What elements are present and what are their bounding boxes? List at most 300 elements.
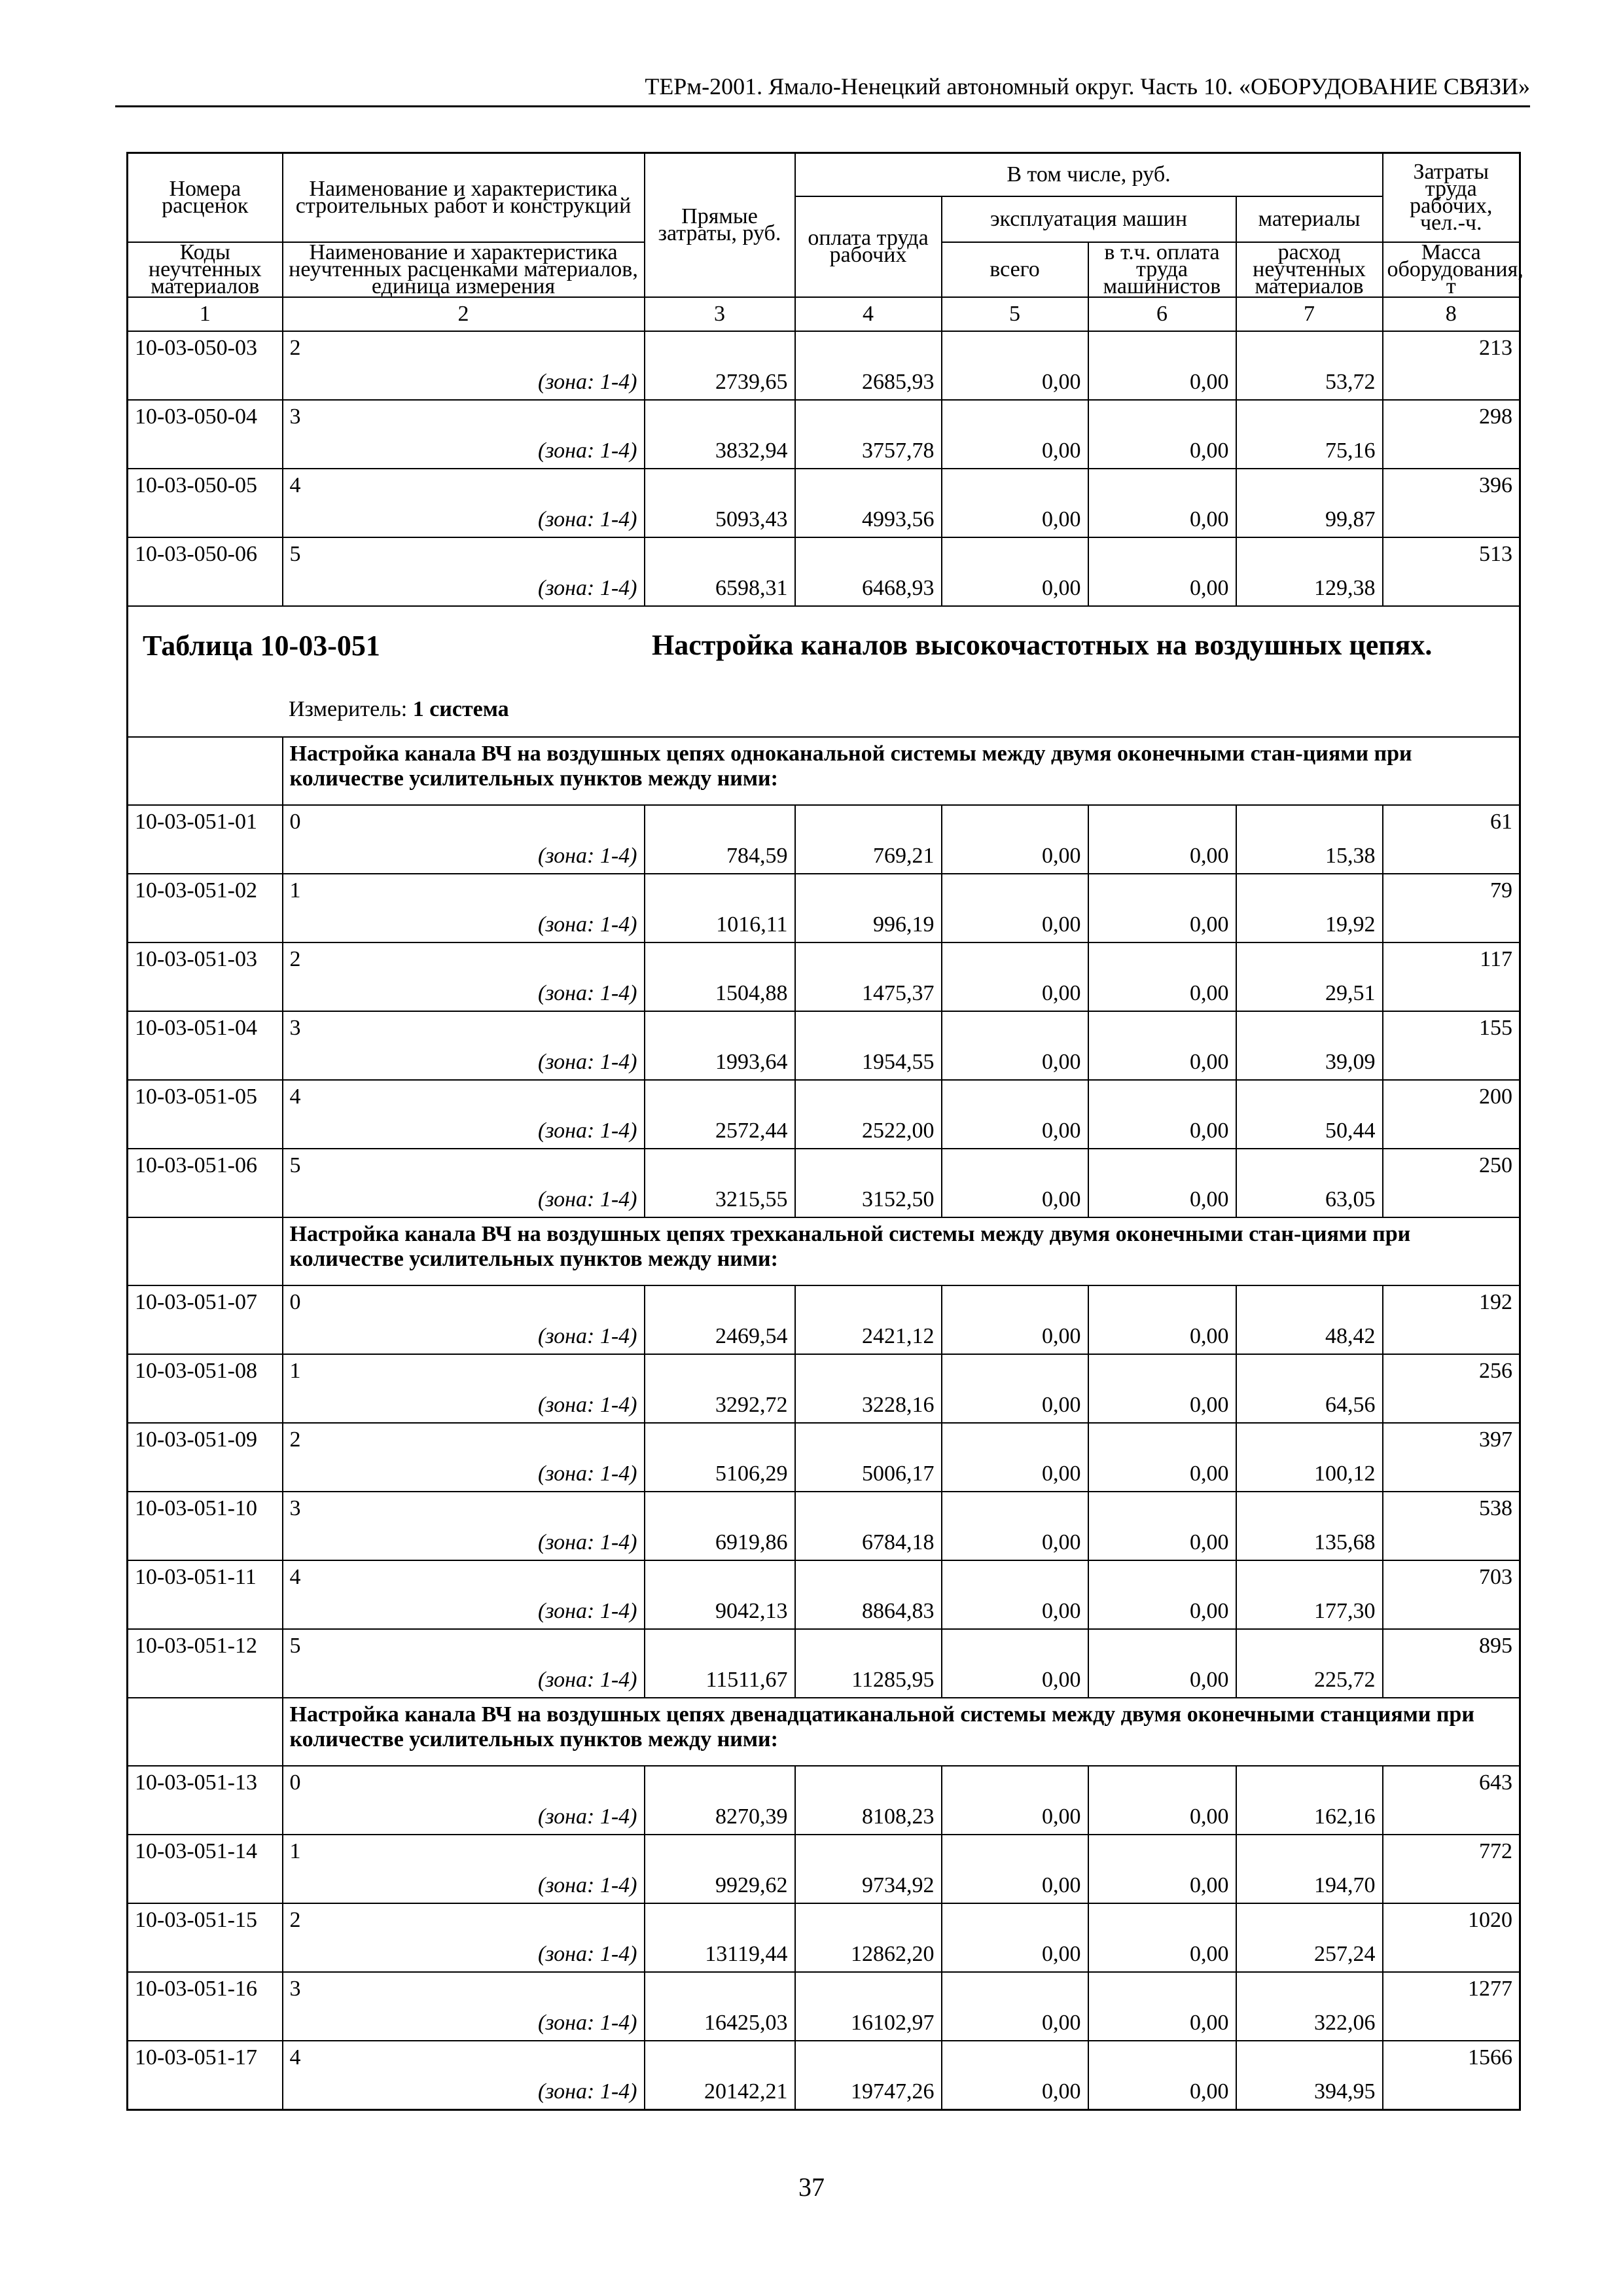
empty-cell [1383, 366, 1520, 400]
zone-label: (зона: 1-4) [283, 977, 645, 1011]
empty-cell [1383, 572, 1520, 606]
empty-cell [1088, 1560, 1236, 1595]
empty-cell [942, 1285, 1088, 1320]
table-row [128, 1629, 1520, 1664]
empty-cell [645, 537, 795, 572]
table-row-values [128, 2075, 1520, 2110]
empty-cell [1383, 1595, 1520, 1629]
materials-cost: 100,12 [1236, 1458, 1383, 1492]
empty-cell [1088, 805, 1236, 840]
direct-cost: 9929,62 [645, 1869, 795, 1903]
zone-label: (зона: 1-4) [283, 503, 645, 537]
empty-cell [645, 1423, 795, 1458]
rate-name: 3 [283, 1972, 645, 2007]
column-numbers-row [128, 297, 1520, 331]
direct-cost: 2739,65 [645, 366, 795, 400]
empty-cell [1236, 1354, 1383, 1389]
empty-cell [1236, 1972, 1383, 2007]
section-title: Настройка канала ВЧ на воздушных цепях одноканальной системы между двумя оконечными стан-циями при количестве усилительных пунктов между ними: [283, 737, 1520, 805]
machines-cost: 0,00 [942, 2007, 1088, 2041]
table-row-values [128, 1869, 1520, 1903]
rate-code: 10-03-050-04 [128, 400, 283, 435]
empty-cell [1236, 1629, 1383, 1664]
rate-name: 0 [283, 1766, 645, 1801]
empty-cell [645, 942, 795, 977]
zone-label: (зона: 1-4) [283, 1938, 645, 1972]
empty-cell [1236, 331, 1383, 366]
materials-cost: 63,05 [1236, 1183, 1383, 1217]
col-machines-total: всего [942, 242, 1088, 297]
zone-label: (зона: 1-4) [283, 1389, 645, 1423]
empty-cell [645, 1080, 795, 1115]
empty-cell [1236, 400, 1383, 435]
empty-cell [795, 1423, 942, 1458]
empty-cell [645, 1149, 795, 1183]
table-row [128, 331, 1520, 366]
col-code-top: Номера расценок [128, 153, 283, 243]
empty-cell [1383, 2007, 1520, 2041]
machines-cost: 0,00 [942, 435, 1088, 469]
empty-cell [1088, 1354, 1236, 1389]
empty-cell [128, 1458, 283, 1492]
rate-name: 1 [283, 1835, 645, 1869]
table-row [128, 1354, 1520, 1389]
empty-cell [645, 1285, 795, 1320]
rate-name: 4 [283, 469, 645, 503]
col-num: 6 [1088, 297, 1236, 331]
rate-code: 10-03-051-07 [128, 1285, 283, 1320]
empty-cell [795, 1972, 942, 2007]
empty-cell [1088, 400, 1236, 435]
empty-cell [942, 331, 1088, 366]
empty-cell [795, 2041, 942, 2075]
empty-cell [942, 2041, 1088, 2075]
empty-cell [645, 1354, 795, 1389]
empty-cell [1236, 1560, 1383, 1595]
empty-cell [645, 1835, 795, 1869]
empty-cell [942, 805, 1088, 840]
zone-label: (зона: 1-4) [283, 1801, 645, 1835]
rate-code: 10-03-051-14 [128, 1835, 283, 1869]
empty-cell [1088, 1972, 1236, 2007]
empty-cell [795, 1285, 942, 1320]
machinists-cost: 0,00 [1088, 1046, 1236, 1080]
section-title: Настройка канала ВЧ на воздушных цепях двенадцатиканальной системы между двумя оконечными станциями при количестве усилительных пунктов между ними: [283, 1698, 1520, 1766]
labor-cost: 19747,26 [795, 2075, 942, 2110]
empty-cell [1383, 1458, 1520, 1492]
empty-cell [1236, 1766, 1383, 1801]
empty-cell [1383, 840, 1520, 874]
empty-cell [942, 1766, 1088, 1801]
table-row-values [128, 1115, 1520, 1149]
labor-cost: 5006,17 [795, 1458, 942, 1492]
table-row-values [128, 435, 1520, 469]
empty-cell [645, 1766, 795, 1801]
table-row-values [128, 1526, 1520, 1560]
empty-cell [645, 1560, 795, 1595]
machines-cost: 0,00 [942, 1183, 1088, 1217]
rate-code: 10-03-051-04 [128, 1011, 283, 1046]
zone-label: (зона: 1-4) [283, 435, 645, 469]
section-title: Настройка канала ВЧ на воздушных цепях трехканальной системы между двумя оконечными стан-циями при количестве усилительных пунктов между ними: [283, 1217, 1520, 1285]
table-row-values [128, 1458, 1520, 1492]
empty-cell [795, 874, 942, 908]
table-row-values [128, 1801, 1520, 1835]
empty-cell [128, 1217, 283, 1285]
empty-cell [128, 1698, 283, 1766]
machines-cost: 0,00 [942, 1869, 1088, 1903]
rate-name: 3 [283, 1011, 645, 1046]
empty-cell [1383, 977, 1520, 1011]
labor-cost: 2685,93 [795, 366, 942, 400]
labor-cost: 1954,55 [795, 1046, 942, 1080]
empty-cell [128, 503, 283, 537]
zone-label: (зона: 1-4) [283, 1115, 645, 1149]
col-labor: оплата труда рабочих [795, 196, 942, 297]
rate-code: 10-03-051-10 [128, 1492, 283, 1526]
labor-cost: 4993,56 [795, 503, 942, 537]
empty-cell [1383, 1183, 1520, 1217]
rate-code: 10-03-051-06 [128, 1149, 283, 1183]
rate-name: 1 [283, 874, 645, 908]
empty-cell [1088, 537, 1236, 572]
empty-cell [645, 400, 795, 435]
labor-hours: 1566 [1383, 2041, 1520, 2075]
empty-cell [128, 840, 283, 874]
empty-cell [795, 469, 942, 503]
rate-code: 10-03-051-13 [128, 1766, 283, 1801]
zone-label: (зона: 1-4) [283, 1526, 645, 1560]
empty-cell [128, 1938, 283, 1972]
machinists-cost: 0,00 [1088, 1801, 1236, 1835]
machines-cost: 0,00 [942, 1595, 1088, 1629]
empty-cell [1236, 469, 1383, 503]
empty-cell [795, 537, 942, 572]
empty-cell [645, 2041, 795, 2075]
empty-cell [645, 874, 795, 908]
empty-cell [1383, 1115, 1520, 1149]
labor-hours: 538 [1383, 1492, 1520, 1526]
machinists-cost: 0,00 [1088, 2075, 1236, 2110]
zone-label: (зона: 1-4) [283, 1664, 645, 1698]
empty-cell [645, 1011, 795, 1046]
rate-code: 10-03-051-09 [128, 1423, 283, 1458]
materials-cost: 129,38 [1236, 572, 1383, 606]
empty-cell [128, 1664, 283, 1698]
col-code-bottom: Коды неучтенных материалов [128, 242, 283, 297]
table-row-values [128, 977, 1520, 1011]
table-row [128, 469, 1520, 503]
table-row-values [128, 503, 1520, 537]
empty-cell [1236, 942, 1383, 977]
labor-hours: 79 [1383, 874, 1520, 908]
machinists-cost: 0,00 [1088, 977, 1236, 1011]
empty-cell [1236, 537, 1383, 572]
zone-label: (зона: 1-4) [283, 1458, 645, 1492]
empty-cell [1236, 1285, 1383, 1320]
table-row-values [128, 366, 1520, 400]
zone-label: (зона: 1-4) [283, 1320, 645, 1354]
col-materials-sub: расход неучтенных материалов [1236, 242, 1383, 297]
empty-cell [942, 1972, 1088, 2007]
empty-cell [1088, 1149, 1236, 1183]
materials-cost: 177,30 [1236, 1595, 1383, 1629]
empty-cell [795, 1011, 942, 1046]
empty-cell [942, 874, 1088, 908]
empty-cell [128, 1115, 283, 1149]
zone-label: (зона: 1-4) [283, 1595, 645, 1629]
machinists-cost: 0,00 [1088, 1183, 1236, 1217]
empty-cell [795, 1149, 942, 1183]
machinists-cost: 0,00 [1088, 1595, 1236, 1629]
rate-name: 2 [283, 942, 645, 977]
machinists-cost: 0,00 [1088, 1320, 1236, 1354]
empty-cell [795, 1766, 942, 1801]
empty-cell [942, 942, 1088, 977]
table-row [128, 1560, 1520, 1595]
empty-cell [942, 1629, 1088, 1664]
materials-cost: 64,56 [1236, 1389, 1383, 1423]
col-num: 1 [128, 297, 283, 331]
rates-table [126, 152, 1524, 2111]
machinists-cost: 0,00 [1088, 2007, 1236, 2041]
materials-cost: 257,24 [1236, 1938, 1383, 1972]
empty-cell [942, 537, 1088, 572]
rate-name: 5 [283, 537, 645, 572]
machinists-cost: 0,00 [1088, 1526, 1236, 1560]
empty-cell [795, 1560, 942, 1595]
table-row [128, 1080, 1520, 1115]
machines-cost: 0,00 [942, 2075, 1088, 2110]
empty-cell [1383, 503, 1520, 537]
empty-cell [1383, 1389, 1520, 1423]
empty-cell [1383, 2075, 1520, 2110]
measure-value: 1 система [412, 697, 509, 721]
zone-label: (зона: 1-4) [283, 572, 645, 606]
empty-cell [1236, 2041, 1383, 2075]
direct-cost: 13119,44 [645, 1938, 795, 1972]
empty-cell [1236, 805, 1383, 840]
direct-cost: 784,59 [645, 840, 795, 874]
labor-cost: 2522,00 [795, 1115, 942, 1149]
zone-label: (зона: 1-4) [283, 2075, 645, 2110]
table-row [128, 1423, 1520, 1458]
col-direct: Прямые затраты, руб. [645, 153, 795, 298]
section-header [128, 1698, 1520, 1766]
empty-cell [128, 1320, 283, 1354]
empty-cell [942, 1149, 1088, 1183]
empty-cell [128, 1526, 283, 1560]
col-machines: эксплуатация машин [942, 196, 1236, 242]
machines-cost: 0,00 [942, 977, 1088, 1011]
table-row-values [128, 1320, 1520, 1354]
labor-cost: 769,21 [795, 840, 942, 874]
table-row-values [128, 1595, 1520, 1629]
section-header [128, 1217, 1520, 1285]
empty-cell [1088, 2041, 1236, 2075]
table-row-values [128, 1938, 1520, 1972]
rate-code: 10-03-050-06 [128, 537, 283, 572]
labor-hours: 250 [1383, 1149, 1520, 1183]
empty-cell [795, 331, 942, 366]
empty-cell [1236, 874, 1383, 908]
empty-cell [795, 1492, 942, 1526]
labor-cost: 3228,16 [795, 1389, 942, 1423]
labor-hours: 155 [1383, 1011, 1520, 1046]
materials-cost: 19,92 [1236, 908, 1383, 942]
machines-cost: 0,00 [942, 366, 1088, 400]
empty-cell [1088, 1080, 1236, 1115]
empty-cell [1383, 1320, 1520, 1354]
zone-label: (зона: 1-4) [283, 1046, 645, 1080]
machinists-cost: 0,00 [1088, 908, 1236, 942]
rate-name: 4 [283, 1560, 645, 1595]
machines-cost: 0,00 [942, 1046, 1088, 1080]
empty-cell [645, 1972, 795, 2007]
empty-cell [645, 805, 795, 840]
materials-cost: 194,70 [1236, 1869, 1383, 1903]
rate-name: 0 [283, 1285, 645, 1320]
rate-code: 10-03-050-05 [128, 469, 283, 503]
empty-cell [1088, 1629, 1236, 1664]
zone-label: (зона: 1-4) [283, 1183, 645, 1217]
zone-label: (зона: 1-4) [283, 840, 645, 874]
table-row-values [128, 1046, 1520, 1080]
rate-code: 10-03-051-15 [128, 1903, 283, 1938]
rate-name: 2 [283, 1903, 645, 1938]
machinists-cost: 0,00 [1088, 1115, 1236, 1149]
labor-hours: 643 [1383, 1766, 1520, 1801]
labor-hours: 213 [1383, 331, 1520, 366]
materials-cost: 48,42 [1236, 1320, 1383, 1354]
labor-cost: 3757,78 [795, 435, 942, 469]
empty-cell [128, 2075, 283, 2110]
table-row-values [128, 1664, 1520, 1698]
empty-cell [1383, 908, 1520, 942]
rate-name: 0 [283, 805, 645, 840]
machines-cost: 0,00 [942, 1115, 1088, 1149]
col-materials: материалы [1236, 196, 1383, 242]
table-row [128, 400, 1520, 435]
col-machinists: в т.ч. оплата труда машинистов [1088, 242, 1236, 297]
empty-cell [1236, 1423, 1383, 1458]
machines-cost: 0,00 [942, 1458, 1088, 1492]
labor-cost: 8864,83 [795, 1595, 942, 1629]
section-header [128, 737, 1520, 805]
table-row [128, 537, 1520, 572]
empty-cell [128, 572, 283, 606]
empty-cell [128, 908, 283, 942]
rate-code: 10-03-051-08 [128, 1354, 283, 1389]
labor-cost: 2421,12 [795, 1320, 942, 1354]
table-row [128, 942, 1520, 977]
machinists-cost: 0,00 [1088, 503, 1236, 537]
labor-hours: 256 [1383, 1354, 1520, 1389]
rate-code: 10-03-051-12 [128, 1629, 283, 1664]
empty-cell [128, 1389, 283, 1423]
direct-cost: 6598,31 [645, 572, 795, 606]
empty-cell [1088, 942, 1236, 977]
labor-cost: 9734,92 [795, 1869, 942, 1903]
col-num: 8 [1383, 297, 1520, 331]
direct-cost: 2572,44 [645, 1115, 795, 1149]
empty-cell [795, 805, 942, 840]
empty-cell [1383, 435, 1520, 469]
empty-cell [942, 1011, 1088, 1046]
empty-cell [1088, 1423, 1236, 1458]
rate-code: 10-03-050-03 [128, 331, 283, 366]
col-name-top: Наименование и характеристика строительных работ и конструкций [283, 153, 645, 243]
empty-cell [1236, 1149, 1383, 1183]
materials-cost: 53,72 [1236, 366, 1383, 400]
table-row [128, 1972, 1520, 2007]
machines-cost: 0,00 [942, 1801, 1088, 1835]
rate-name: 5 [283, 1629, 645, 1664]
empty-cell [1236, 1011, 1383, 1046]
direct-cost: 3832,94 [645, 435, 795, 469]
empty-cell [645, 1492, 795, 1526]
empty-cell [1088, 1903, 1236, 1938]
machinists-cost: 0,00 [1088, 435, 1236, 469]
direct-cost: 16425,03 [645, 2007, 795, 2041]
table-row [128, 805, 1520, 840]
empty-cell [1088, 874, 1236, 908]
direct-cost: 3292,72 [645, 1389, 795, 1423]
machines-cost: 0,00 [942, 503, 1088, 537]
materials-cost: 50,44 [1236, 1115, 1383, 1149]
empty-cell [128, 1183, 283, 1217]
empty-cell [1088, 1011, 1236, 1046]
header-title: ТЕРм-2001. Ямало-Ненецкий автономный округ. Часть 10. «ОБОРУДОВАНИЕ СВЯЗИ» [645, 73, 1530, 99]
machines-cost: 0,00 [942, 1526, 1088, 1560]
rate-code: 10-03-051-17 [128, 2041, 283, 2075]
empty-cell [795, 400, 942, 435]
empty-cell [1383, 1938, 1520, 1972]
table-name: Настройка каналов высокочастотных на воздушных цепях. [652, 629, 1433, 661]
empty-cell [645, 1903, 795, 1938]
empty-cell [795, 1354, 942, 1389]
labor-cost: 1475,37 [795, 977, 942, 1011]
empty-cell [128, 1046, 283, 1080]
machinists-cost: 0,00 [1088, 1869, 1236, 1903]
empty-cell [1236, 1080, 1383, 1115]
labor-hours: 1020 [1383, 1903, 1520, 1938]
labor-hours: 895 [1383, 1629, 1520, 1664]
materials-cost: 75,16 [1236, 435, 1383, 469]
machinists-cost: 0,00 [1088, 840, 1236, 874]
col-in-total: В том числе, руб. [795, 153, 1383, 197]
direct-cost: 9042,13 [645, 1595, 795, 1629]
labor-cost: 3152,50 [795, 1183, 942, 1217]
labor-cost: 12862,20 [795, 1938, 942, 1972]
rate-code: 10-03-051-01 [128, 805, 283, 840]
table-row [128, 1492, 1520, 1526]
labor-hours: 1277 [1383, 1972, 1520, 2007]
labor-hours: 396 [1383, 469, 1520, 503]
empty-cell [1088, 1766, 1236, 1801]
zone-label: (зона: 1-4) [283, 366, 645, 400]
labor-cost: 11285,95 [795, 1664, 942, 1698]
labor-cost: 6468,93 [795, 572, 942, 606]
materials-cost: 135,68 [1236, 1526, 1383, 1560]
col-num: 3 [645, 297, 795, 331]
table-row [128, 1149, 1520, 1183]
empty-cell [128, 1801, 283, 1835]
table-row [128, 1766, 1520, 1801]
rate-name: 4 [283, 1080, 645, 1115]
rate-code: 10-03-051-11 [128, 1560, 283, 1595]
labor-cost: 8108,23 [795, 1801, 942, 1835]
